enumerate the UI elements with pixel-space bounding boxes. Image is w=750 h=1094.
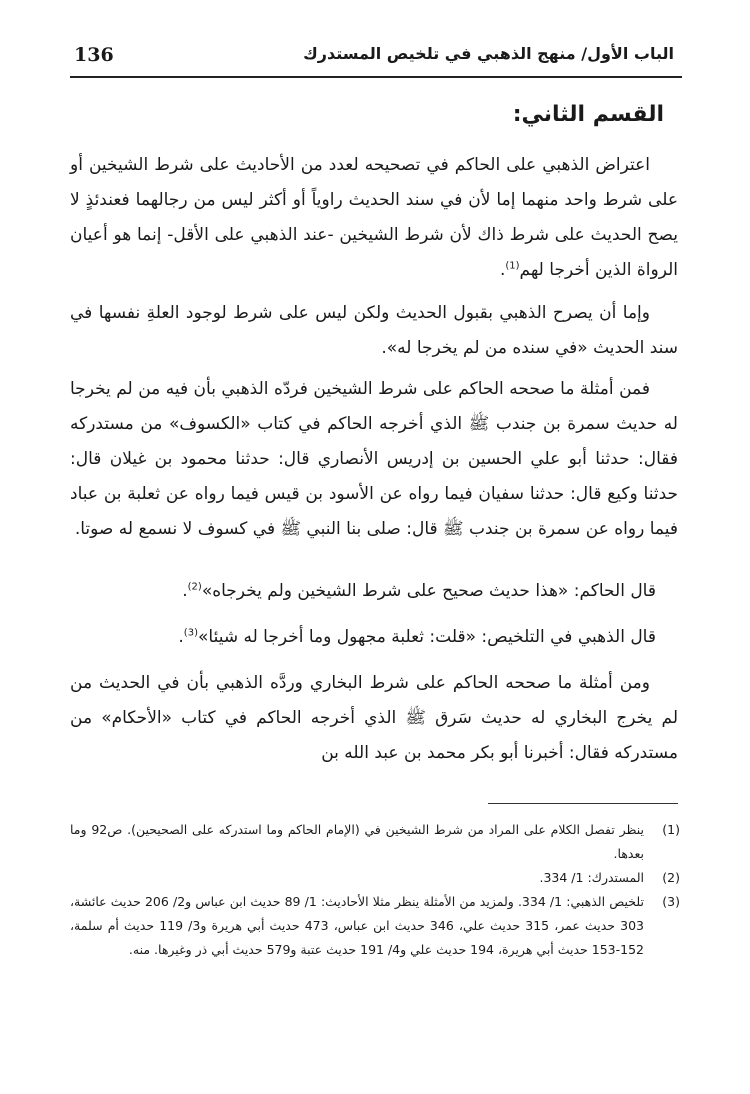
footnote-number: (1) [662,822,680,837]
footnote-2 [70,866,680,890]
quote-hakim-text: قال الحاكم: «هذا حديث صحيح على شرط الشيخين ولم يخرجاه» [201,581,656,601]
page-number: 136 [74,44,114,66]
footnote-divider [488,803,678,804]
paragraph-1 [70,148,678,288]
footnote-number: (3) [662,894,680,909]
section-heading: القسم الثاني: [512,102,664,127]
footnote-3 [70,890,680,962]
footnote-ref-3[interactable]: (3) [183,627,198,639]
running-title: الباب الأول/ منهج الذهبي في تلخيص المستدرك [303,44,674,63]
page-header [70,40,682,78]
paragraph-1-end: . [499,260,506,280]
quote-dhahabi-text: قال الذهبي في التلخيص: «قلت: ثعلبة مجهول وما أخرجا له شيئا» [197,627,656,647]
paragraph-1-text: اعتراض الذهبي على الحاكم في تصحيحه لعدد من الأحاديث على شرط الشيخين أو على شرط واحد منهما إما لأن في سند الحديث راوياً أو أكثر ليس من رجالهما فعندئذٍ لا يصح الحديث على شرط ذاك لأن شرط الشيخين -عند الذهبي على الأقل- إنما هو أعيان الرواة الذين أخرجا لهم [70,155,678,280]
footnote-text: تلخيص الذهبي: 1/ 334. ولمزيد من الأمثلة ينظر مثلا الأحاديث: 1/ 89 حديث ابن عباس و2/ 206 حديث عائشة، 303 حديث عمر، 315 حديث علي، 346 حديث ابن عباس، 473 حديث أبي هريرة و3/ 119 حديث أم سلمة، 152-153 حديث أبي هريرة، 194 حديث علي و4/ 191 حديث عتبة و579 حديث أبي ذر وغيرها. منه. [70,894,644,957]
footnote-1 [70,818,680,866]
footnote-text: المستدرك: 1/ 334. [539,870,644,885]
footnotes [70,818,680,962]
paragraph-3: فمن أمثلة ما صححه الحاكم على شرط الشيخين فردّه الذهبي بأن فيه من لم يخرجا له حديث سمرة بن جندب ﷺ الذي أخرجه الحاكم في كتاب «الكسوف» من مستدركه فقال: حدثنا أبو علي الحسين بن إدريس الأنصاري قال: حدثنا محمود بن غيلان قال: حدثنا وكيع قال: حدثنا سفيان فيما رواه عن الأسود بن قيس فيما رواه عن ثعلبة بن عباد فيما رواه عن سمرة بن جندب ﷺ قال: صلى بنا النبي ﷺ في كسوف لا نسمع له صوتا. [70,379,678,539]
footnote-ref-1[interactable]: (1) [505,260,520,272]
quote-hakim-end: . [182,581,188,601]
footnote-number: (2) [662,870,680,885]
footnote-text: ينظر تفصل الكلام على المراد من شرط الشيخين في (الإمام الحاكم وما استدركه على الصحيحين). ص92 وما بعدها. [70,822,645,861]
paragraph-2: وإما أن يصرح الذهبي بقبول الحديث ولكن ليس على شرط لوجود العلةِ نفسها في سند الحديث «في سنده من لم يخرجا له». [70,303,678,358]
quote-dhahabi [70,620,656,655]
paragraph-4: ومن أمثلة ما صححه الحاكم على شرط البخاري وردَّه الذهبي بأن في الحديث من لم يخرج البخاري له حديث سَرق ﷺ الذي أخرجه الحاكم في كتاب «الأحكام» من مستدركه فقال: أخبرنا أبو بكر محمد بن عبد الله بن [70,673,678,763]
footnote-ref-2[interactable]: (2) [187,581,202,593]
quote-hakim [70,574,656,609]
quote-dhahabi-end: . [178,627,184,647]
